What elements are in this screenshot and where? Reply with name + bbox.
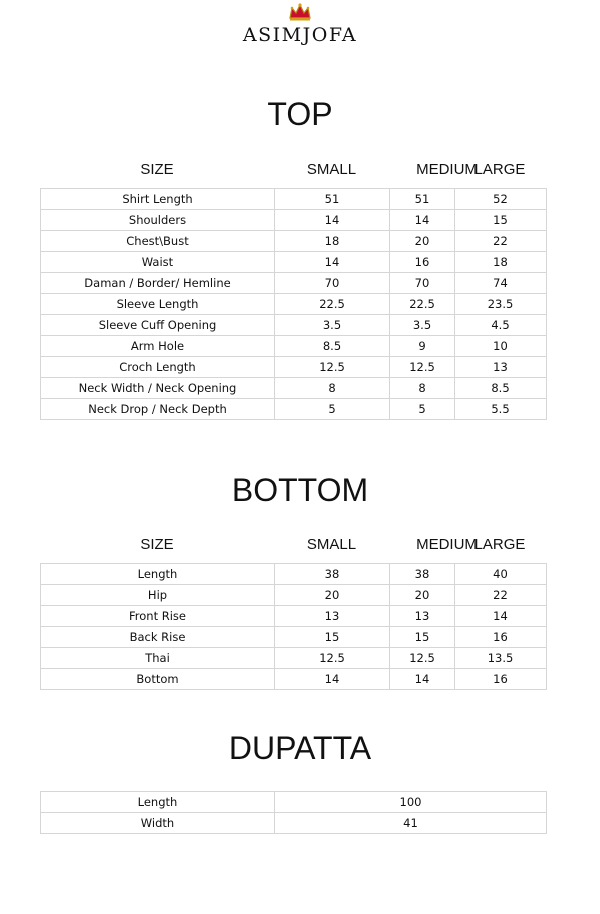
- measurement-label: Croch Length: [41, 357, 275, 378]
- table-row: [41, 564, 547, 585]
- table-row: [41, 585, 547, 606]
- measurement-value: 9: [390, 336, 455, 357]
- table-row: [41, 357, 547, 378]
- measurement-value: 22: [455, 231, 547, 252]
- measurement-value: 5.5: [455, 399, 547, 420]
- measurement-value: 70: [275, 273, 390, 294]
- measurement-value: 100: [275, 792, 547, 813]
- measurement-label: Waist: [41, 252, 275, 273]
- measurement-value: 3.5: [390, 315, 455, 336]
- measurement-value: 8: [390, 378, 455, 399]
- column-header-large: LARGE: [474, 161, 526, 178]
- top-size-table: [40, 188, 547, 420]
- bottom-size-table: [40, 563, 547, 690]
- measurement-value: 12.5: [275, 648, 390, 669]
- crown-icon: [287, 2, 313, 22]
- measurement-label: Hip: [41, 585, 275, 606]
- table-row: [41, 813, 547, 834]
- top-header-row: [40, 161, 546, 183]
- measurement-value: 14: [390, 210, 455, 231]
- measurement-value: 22.5: [275, 294, 390, 315]
- section-title-dupatta: DUPATTA: [228, 730, 372, 766]
- measurement-value: 13: [455, 357, 547, 378]
- measurement-value: 14: [455, 606, 547, 627]
- measurement-value: 14: [275, 252, 390, 273]
- measurement-value: 12.5: [275, 357, 390, 378]
- measurement-label: Thai: [41, 648, 275, 669]
- measurement-value: 4.5: [455, 315, 547, 336]
- measurement-label: Length: [41, 564, 275, 585]
- measurement-value: 8: [275, 378, 390, 399]
- measurement-value: 41: [275, 813, 547, 834]
- column-header-medium: MEDIUM: [416, 536, 477, 553]
- measurement-value: 8.5: [275, 336, 390, 357]
- table-row: [41, 252, 547, 273]
- measurement-value: 16: [455, 669, 547, 690]
- table-row: [41, 627, 547, 648]
- measurement-value: 15: [275, 627, 390, 648]
- table-row: [41, 231, 547, 252]
- measurement-value: 38: [275, 564, 390, 585]
- measurement-value: 38: [390, 564, 455, 585]
- measurement-value: 20: [390, 231, 455, 252]
- measurement-label: Neck Drop / Neck Depth: [41, 399, 275, 420]
- column-header-size: SIZE: [140, 161, 174, 178]
- table-row: [41, 399, 547, 420]
- measurement-value: 23.5: [455, 294, 547, 315]
- column-header-small: SMALL: [306, 536, 357, 553]
- measurement-label: Bottom: [41, 669, 275, 690]
- column-header-large: LARGE: [474, 536, 526, 553]
- measurement-label: Neck Width / Neck Opening: [41, 378, 275, 399]
- measurement-label: Length: [41, 792, 275, 813]
- measurement-value: 20: [275, 585, 390, 606]
- measurement-value: 70: [390, 273, 455, 294]
- table-row: [41, 378, 547, 399]
- measurement-value: 3.5: [275, 315, 390, 336]
- measurement-label: Sleeve Cuff Opening: [41, 315, 275, 336]
- measurement-value: 13.5: [455, 648, 547, 669]
- table-row: [41, 315, 547, 336]
- measurement-value: 5: [275, 399, 390, 420]
- section-title-bottom: BOTTOM: [231, 472, 369, 508]
- measurement-value: 12.5: [390, 357, 455, 378]
- measurement-label: Daman / Border/ Hemline: [41, 273, 275, 294]
- measurement-value: 20: [390, 585, 455, 606]
- measurement-label: Sleeve Length: [41, 294, 275, 315]
- measurement-value: 5: [390, 399, 455, 420]
- section-title-top: TOP: [267, 96, 333, 132]
- measurement-label: Width: [41, 813, 275, 834]
- measurement-label: Shoulders: [41, 210, 275, 231]
- table-row: [41, 669, 547, 690]
- column-header-medium: MEDIUM: [416, 161, 477, 178]
- measurement-label: Shirt Length: [41, 189, 275, 210]
- table-row: [41, 210, 547, 231]
- bottom-header-row: [40, 536, 546, 558]
- measurement-value: 13: [275, 606, 390, 627]
- column-header-small: SMALL: [306, 161, 357, 178]
- table-row: [41, 606, 547, 627]
- measurement-label: Chest\Bust: [41, 231, 275, 252]
- table-row: [41, 189, 547, 210]
- measurement-value: 40: [455, 564, 547, 585]
- measurement-value: 74: [455, 273, 547, 294]
- table-row: [41, 648, 547, 669]
- measurement-value: 22: [455, 585, 547, 606]
- measurement-value: 16: [455, 627, 547, 648]
- measurement-value: 14: [390, 669, 455, 690]
- measurement-value: 18: [275, 231, 390, 252]
- measurement-value: 51: [275, 189, 390, 210]
- table-row: [41, 336, 547, 357]
- measurement-label: Front Rise: [41, 606, 275, 627]
- measurement-label: Arm Hole: [41, 336, 275, 357]
- measurement-value: 15: [455, 210, 547, 231]
- measurement-value: 52: [455, 189, 547, 210]
- measurement-value: 10: [455, 336, 547, 357]
- table-row: [41, 792, 547, 813]
- measurement-value: 12.5: [390, 648, 455, 669]
- brand-name: ASIMJOFA: [242, 24, 358, 46]
- measurement-value: 22.5: [390, 294, 455, 315]
- measurement-value: 18: [455, 252, 547, 273]
- dupatta-size-table: [40, 791, 547, 834]
- measurement-label: Back Rise: [41, 627, 275, 648]
- measurement-value: 14: [275, 210, 390, 231]
- measurement-value: 8.5: [455, 378, 547, 399]
- column-header-size: SIZE: [140, 536, 174, 553]
- measurement-value: 15: [390, 627, 455, 648]
- measurement-value: 13: [390, 606, 455, 627]
- measurement-value: 16: [390, 252, 455, 273]
- table-row: [41, 294, 547, 315]
- table-row: [41, 273, 547, 294]
- measurement-value: 14: [275, 669, 390, 690]
- measurement-value: 51: [390, 189, 455, 210]
